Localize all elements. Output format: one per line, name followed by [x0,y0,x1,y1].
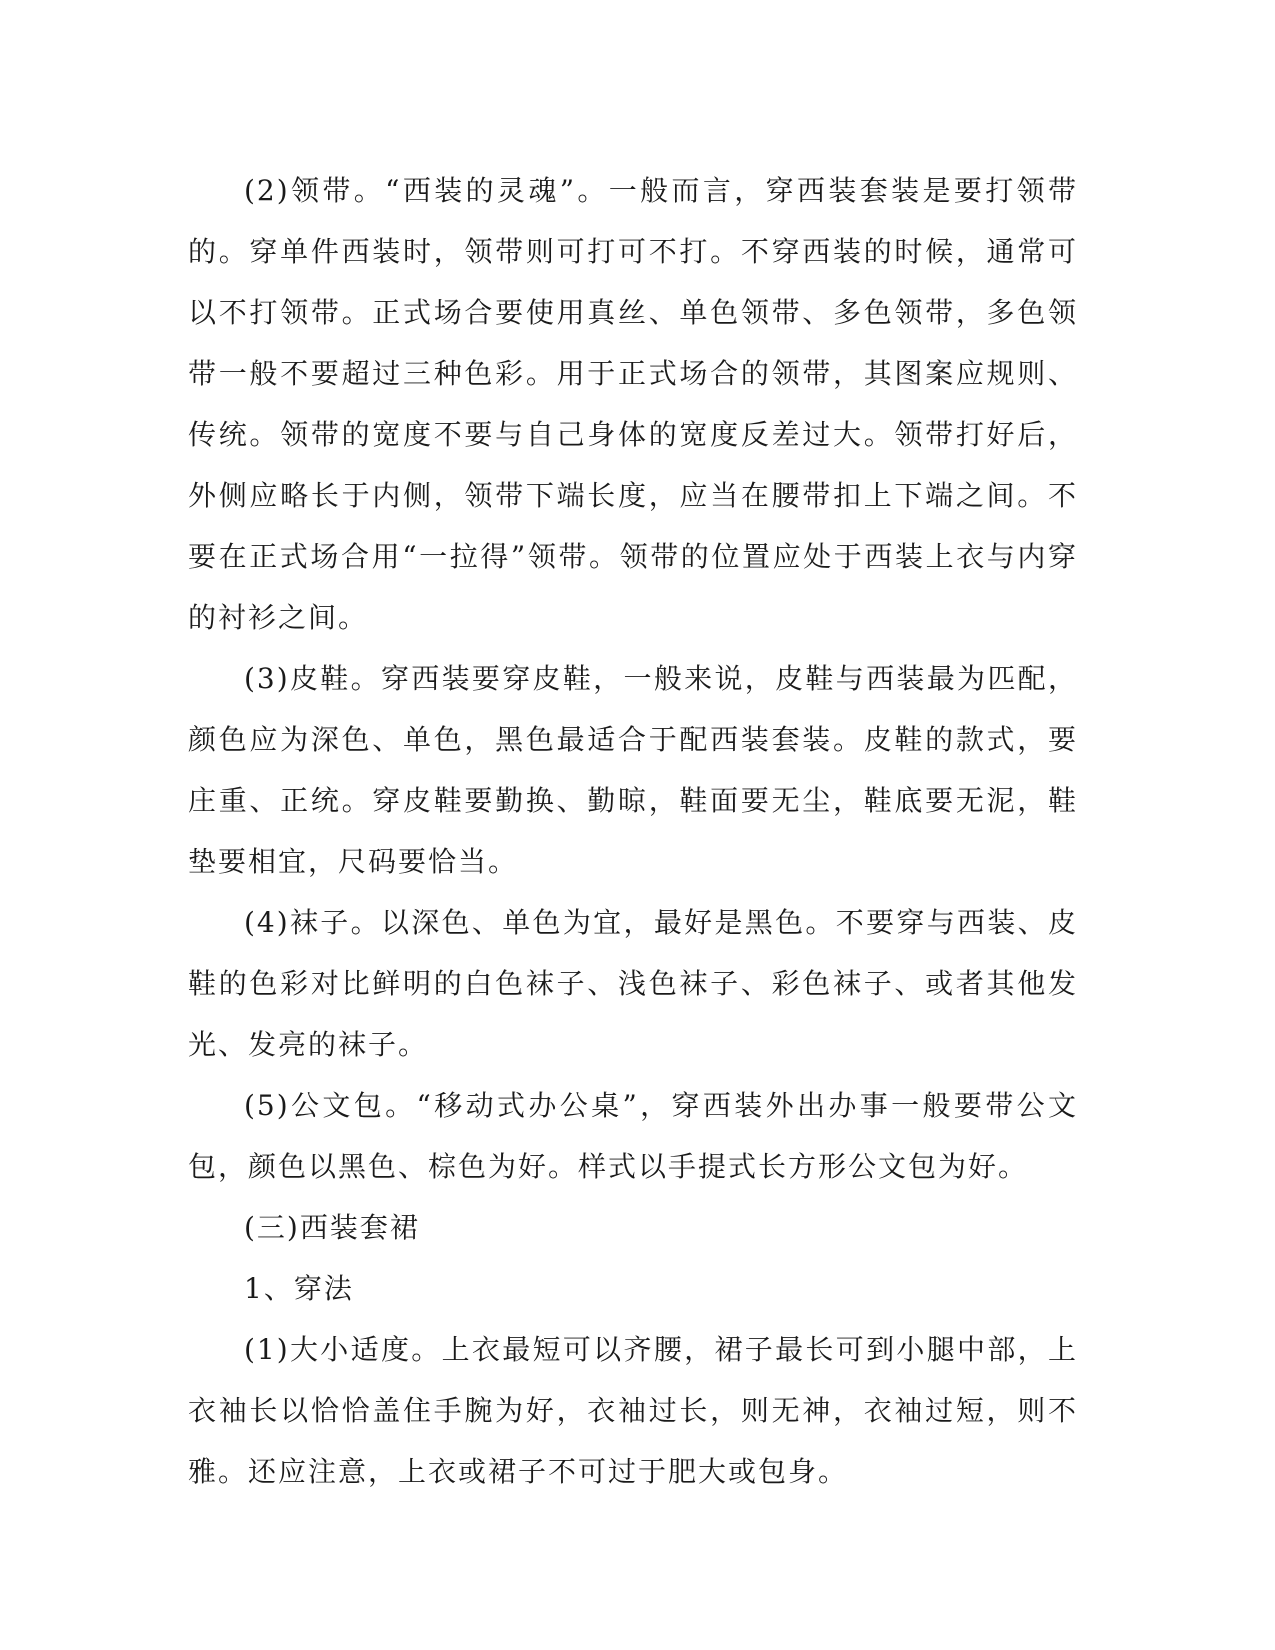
subheading-how-to-wear: 1、穿法 [244,1272,354,1305]
paragraph-necktie: (2)领带。“西装的灵魂”。一般而言，穿西装套装是要打领带的。穿单件西装时，领带则可打可不打。不穿西装的时候，通常可以不打领带。正式场合要使用真丝、单色领带、多色领带，多色领带一般不要超过三种色彩。用于正式场合的领带，其图案应规则、传统。领带的宽度不要与自己身体的宽度反差过大。领带打好后，外侧应略长于内侧，领带下端长度，应当在腰带扣上下端之间。不要在正式场合用“一拉得”领带。领带的位置应处于西装上衣与内穿的衬衫之间。 [188,174,1078,634]
section-heading-suit-skirt: (三)西装套裙 [244,1211,420,1244]
paragraph-leather-shoes: (3)皮鞋。穿西装要穿皮鞋，一般来说，皮鞋与西装最为匹配，颜色应为深色、单色，黑色最适合于配西装套装。皮鞋的款式，要庄重、正统。穿皮鞋要勤换、勤晾，鞋面要无尘，鞋底要无泥，鞋垫要相宜，尺码要恰当。 [188,662,1078,878]
paragraph-socks: (4)袜子。以深色、单色为宜，最好是黑色。不要穿与西装、皮鞋的色彩对比鲜明的白色袜子、浅色袜子、彩色袜子、或者其他发光、发亮的袜子。 [188,906,1078,1061]
paragraph-proper-size: (1)大小适度。上衣最短可以齐腰，裙子最长可到小腿中部，上衣袖长以恰恰盖住手腕为好，衣袖过长，则无神，衣袖过短，则不雅。还应注意，上衣或裙子不可过于肥大或包身。 [188,1333,1078,1488]
paragraph-briefcase: (5)公文包。“移动式办公桌”，穿西装外出办事一般要带公文包，颜色以黑色、棕色为好。样式以手提式长方形公文包为好。 [188,1089,1078,1183]
document-body [188,160,1078,1502]
